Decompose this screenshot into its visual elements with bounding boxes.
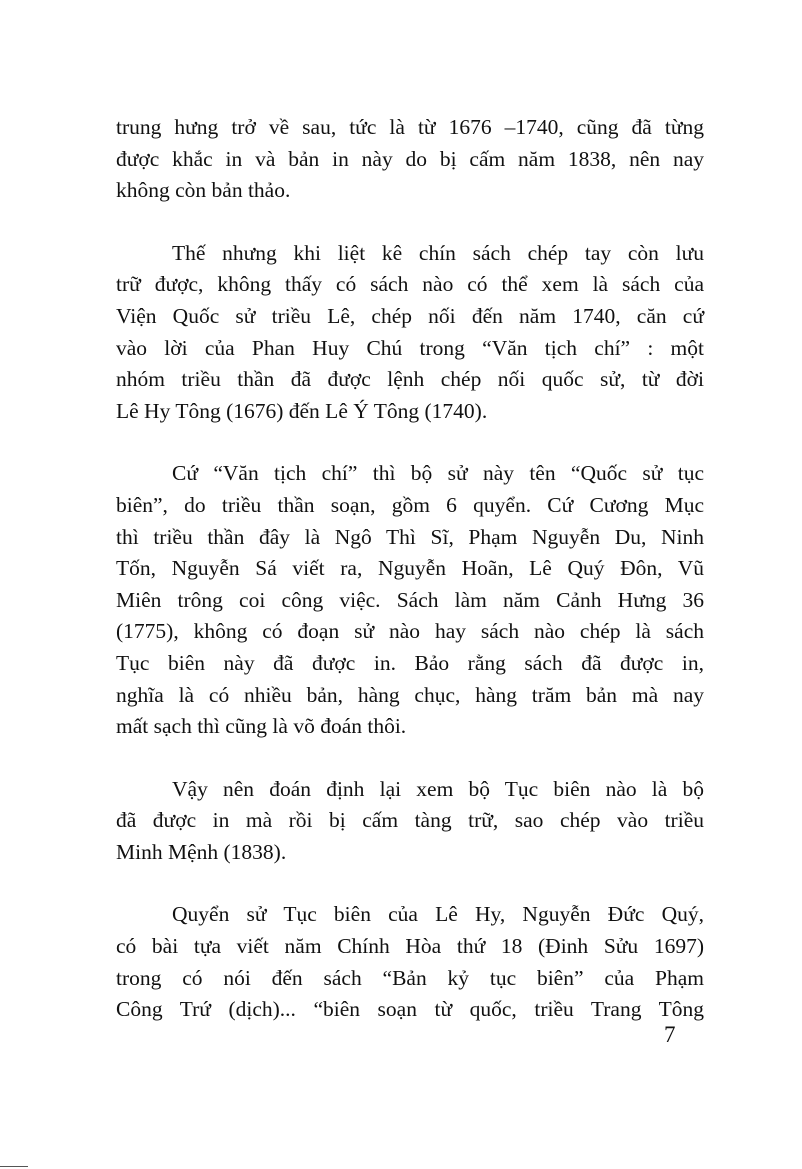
text-line: có bài tựa viết năm Chính Hòa thứ 18 (Đinh Sửu 1697) xyxy=(116,934,704,959)
text-line: đã được in mà rồi bị cấm tàng trữ, sao chép vào triều xyxy=(116,808,704,833)
text-line: nhóm triều thần đã được lệnh chép nối quốc sử, từ đời xyxy=(116,367,704,392)
text-line: trung hưng trở về sau, tức là từ 1676 –1740, cũng đã từng xyxy=(116,115,704,139)
text-line: Tốn, Nguyễn Sá viết ra, Nguyễn Hoãn, Lê Quý Đôn, Vũ xyxy=(116,556,704,581)
text-line: Minh Mệnh (1838). xyxy=(116,839,287,864)
text-line: biên”, do triều thần soạn, gồm 6 quyển. Cứ Cương Mục xyxy=(116,492,704,517)
text-line: Công Trứ (dịch)... “biên soạn từ quốc, triều Trang Tông xyxy=(116,997,704,1022)
text-line: thì triều thần đây là Ngô Thì Sĩ, Phạm Nguyễn Du, Ninh xyxy=(116,524,704,549)
text-line: Cứ “Văn tịch chí” thì bộ sử này tên “Quốc sử tục xyxy=(172,461,704,486)
text-line: Thế nhưng khi liệt kê chín sách chép tay còn lưu xyxy=(172,240,704,265)
text-line: Quyển sử Tục biên của Lê Hy, Nguyễn Đức Quý, xyxy=(172,902,704,927)
text-line: được khắc in và bản in này do bị cấm năm 1838, nên nay xyxy=(116,146,704,171)
text-line: mất sạch thì cũng là võ đoán thôi. xyxy=(116,714,407,739)
paragraph-4 xyxy=(116,774,704,869)
text-line: Tục biên này đã được in. Bảo rằng sách đã được in, xyxy=(116,650,704,675)
paragraph-5 xyxy=(116,899,704,1025)
text-line: Miên trông coi công việc. Sách làm năm Cảnh Hưng 36 xyxy=(116,587,704,612)
scan-edge-mark xyxy=(0,1166,28,1167)
text-line: trong có nói đến sách “Bản kỷ tục biên” của Phạm xyxy=(116,965,704,990)
paragraph-3 xyxy=(116,458,704,742)
text-line: Vậy nên đoán định lại xem bộ Tục biên nào là bộ xyxy=(172,776,704,801)
paragraph-1 xyxy=(116,112,704,207)
text-line: không còn bản thảo. xyxy=(116,178,291,203)
text-line: trữ được, không thấy có sách nào có thể xem là sách của xyxy=(116,272,704,297)
text-line: nghĩa là có nhiều bản, hàng chục, hàng trăm bản mà nay xyxy=(116,682,704,707)
page-body xyxy=(116,112,704,1026)
text-line: vào lời của Phan Huy Chú trong “Văn tịch chí” : một xyxy=(116,335,704,360)
page-number: 7 xyxy=(664,1022,676,1047)
text-line: (1775), không có đoạn sử nào hay sách nào chép là sách xyxy=(116,619,704,644)
text-line: Viện Quốc sử triều Lê, chép nối đến năm 1740, căn cứ xyxy=(116,303,704,328)
paragraph-2 xyxy=(116,238,704,428)
text-line: Lê Hy Tông (1676) đến Lê Ý Tông (1740). xyxy=(116,398,488,423)
